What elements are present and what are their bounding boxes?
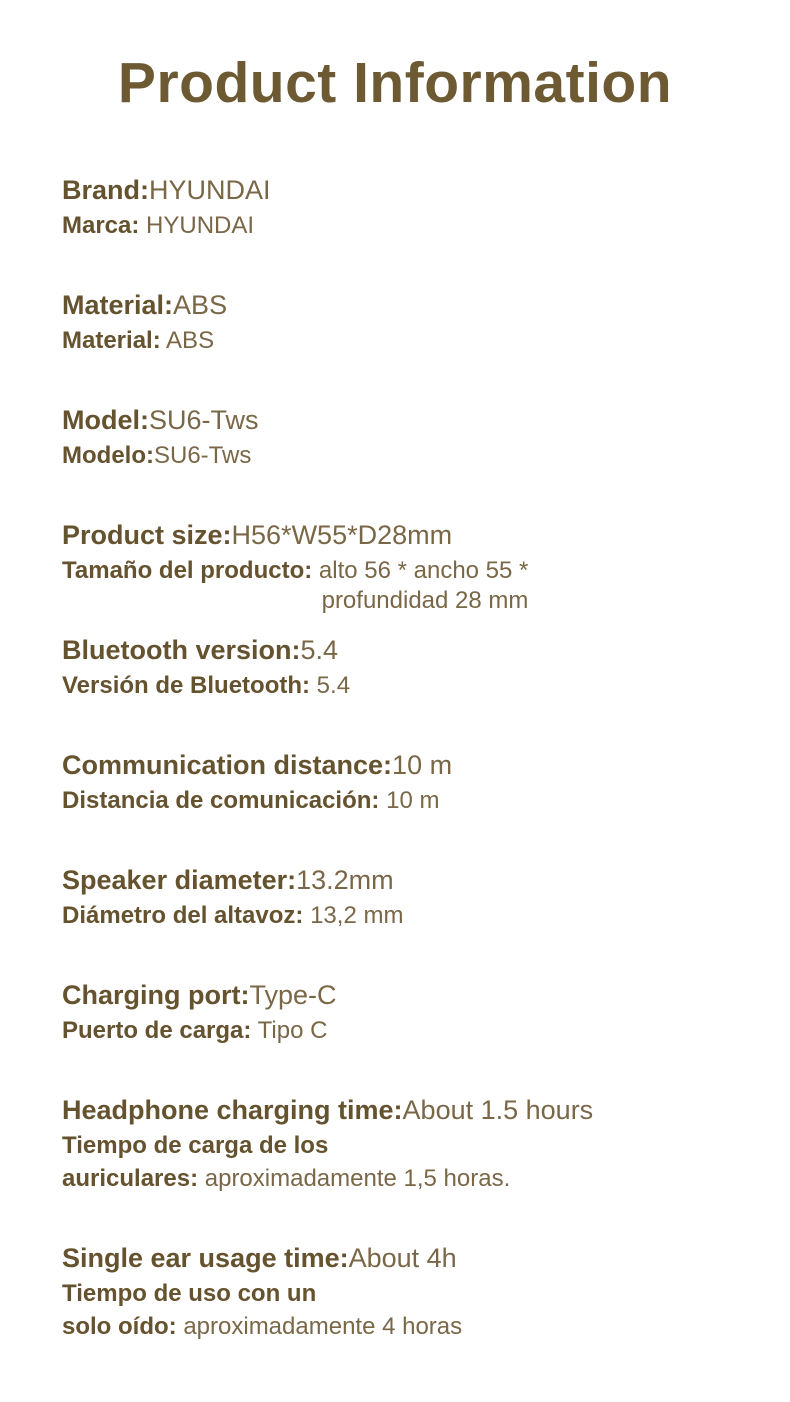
spec-brand — [62, 174, 750, 241]
spec-single-ear-usage-time-es-label2: solo oído: — [62, 1313, 177, 1340]
spec-brand-en — [62, 174, 750, 206]
spec-bluetooth-version-es-value: 5.4 — [310, 672, 351, 699]
spec-single-ear-usage-time-en-value: About 4h — [348, 1243, 457, 1273]
spec-material-es-label: Material: — [62, 327, 161, 354]
spec-product-size-en — [62, 519, 750, 551]
spec-material-es — [62, 326, 750, 356]
spec-speaker-diameter-en — [62, 864, 750, 896]
spec-bluetooth-version — [62, 634, 750, 701]
spec-material-en-value: ABS — [173, 290, 228, 320]
spec-product-size-es-line1 — [62, 556, 528, 586]
spec-single-ear-usage-time-es-line2 — [62, 1312, 750, 1342]
spec-headphone-charging-time — [62, 1094, 750, 1194]
spec-communication-distance-en-value: 10 m — [392, 750, 453, 780]
spec-communication-distance-en-label: Communication distance: — [62, 750, 393, 780]
spec-headphone-charging-time-en — [62, 1094, 750, 1126]
spec-single-ear-usage-time-es-label: Tiempo de uso con un — [62, 1280, 317, 1307]
spec-model-en — [62, 404, 750, 436]
spec-charging-port-en-value: Type-C — [249, 980, 337, 1010]
spec-material-es-value: ABS — [160, 327, 215, 354]
spec-product-size — [62, 519, 750, 616]
spec-headphone-charging-time-es-line1 — [62, 1131, 750, 1161]
spec-communication-distance-en — [62, 749, 750, 781]
page-title: Product Information — [117, 51, 673, 115]
spec-charging-port-es — [62, 1016, 750, 1046]
spec-model-es — [62, 441, 750, 471]
spec-headphone-charging-time-es-label2: auriculares: — [62, 1165, 199, 1192]
spec-bluetooth-version-en — [62, 634, 750, 666]
spec-charging-port-es-value: Tipo C — [251, 1017, 328, 1044]
spec-product-size-en-value: H56*W55*D28mm — [231, 520, 453, 550]
spec-material-en — [62, 289, 750, 321]
spec-product-size-en-label: Product size: — [62, 520, 232, 550]
spec-model-es-label: Modelo: — [62, 442, 154, 469]
spec-bluetooth-version-es — [62, 671, 750, 701]
spec-single-ear-usage-time-es-value: aproximadamente 4 horas — [176, 1313, 463, 1340]
spec-charging-port-en-label: Charging port: — [62, 980, 250, 1010]
spec-speaker-diameter-es — [62, 901, 750, 931]
spec-communication-distance — [62, 749, 750, 816]
spec-speaker-diameter-en-value: 13.2mm — [296, 865, 394, 895]
spec-speaker-diameter — [62, 864, 750, 931]
spec-product-size-es-continuation: profundidad 28 mm — [321, 587, 529, 614]
spec-single-ear-usage-time — [62, 1242, 750, 1342]
spec-model-en-label: Model: — [62, 405, 149, 435]
spec-model-en-value: SU6-Tws — [149, 405, 259, 435]
spec-charging-port-en — [62, 979, 750, 1011]
spec-single-ear-usage-time-en-label: Single ear usage time: — [62, 1243, 349, 1273]
spec-headphone-charging-time-en-value: About 1.5 hours — [402, 1095, 594, 1125]
spec-charging-port-es-label: Puerto de carga: — [62, 1017, 252, 1044]
spec-headphone-charging-time-es-value: aproximadamente 1,5 horas. — [198, 1165, 511, 1192]
spec-model — [62, 404, 750, 471]
spec-bluetooth-version-en-label: Bluetooth version: — [62, 635, 301, 665]
spec-material-en-label: Material: — [62, 290, 174, 320]
spec-speaker-diameter-en-label: Speaker diameter: — [62, 865, 297, 895]
spec-brand-en-label: Brand: — [62, 175, 149, 205]
spec-communication-distance-es-value: 10 m — [379, 787, 440, 814]
spec-headphone-charging-time-es — [62, 1131, 750, 1194]
spec-charging-port — [62, 979, 750, 1046]
spec-material — [62, 289, 750, 356]
spec-product-size-es-label: Tamaño del producto: — [62, 557, 313, 584]
spec-brand-es-value: HYUNDAI — [139, 212, 255, 239]
spec-single-ear-usage-time-es — [62, 1279, 750, 1342]
spec-brand-en-value: HYUNDAI — [149, 175, 271, 205]
spec-brand-es — [62, 211, 750, 241]
spec-single-ear-usage-time-es-line1 — [62, 1279, 750, 1309]
spec-model-es-value: SU6-Tws — [153, 442, 252, 469]
spec-speaker-diameter-es-label: Diámetro del altavoz: — [62, 902, 304, 929]
spec-bluetooth-version-es-label: Versión de Bluetooth: — [62, 672, 311, 699]
spec-headphone-charging-time-es-label: Tiempo de carga de los — [62, 1132, 329, 1159]
spec-headphone-charging-time-en-label: Headphone charging time: — [62, 1095, 403, 1125]
spec-product-size-es-value: alto 56 * ancho 55 * — [312, 557, 529, 584]
spec-bluetooth-version-en-value: 5.4 — [300, 635, 339, 665]
spec-speaker-diameter-es-value: 13,2 mm — [303, 902, 404, 929]
spec-product-size-es — [62, 556, 528, 616]
spec-brand-es-label: Marca: — [62, 212, 140, 239]
spec-single-ear-usage-time-en — [62, 1242, 750, 1274]
spec-communication-distance-es — [62, 786, 750, 816]
spec-communication-distance-es-label: Distancia de comunicación: — [62, 787, 380, 814]
spec-headphone-charging-time-es-line2 — [62, 1164, 750, 1194]
